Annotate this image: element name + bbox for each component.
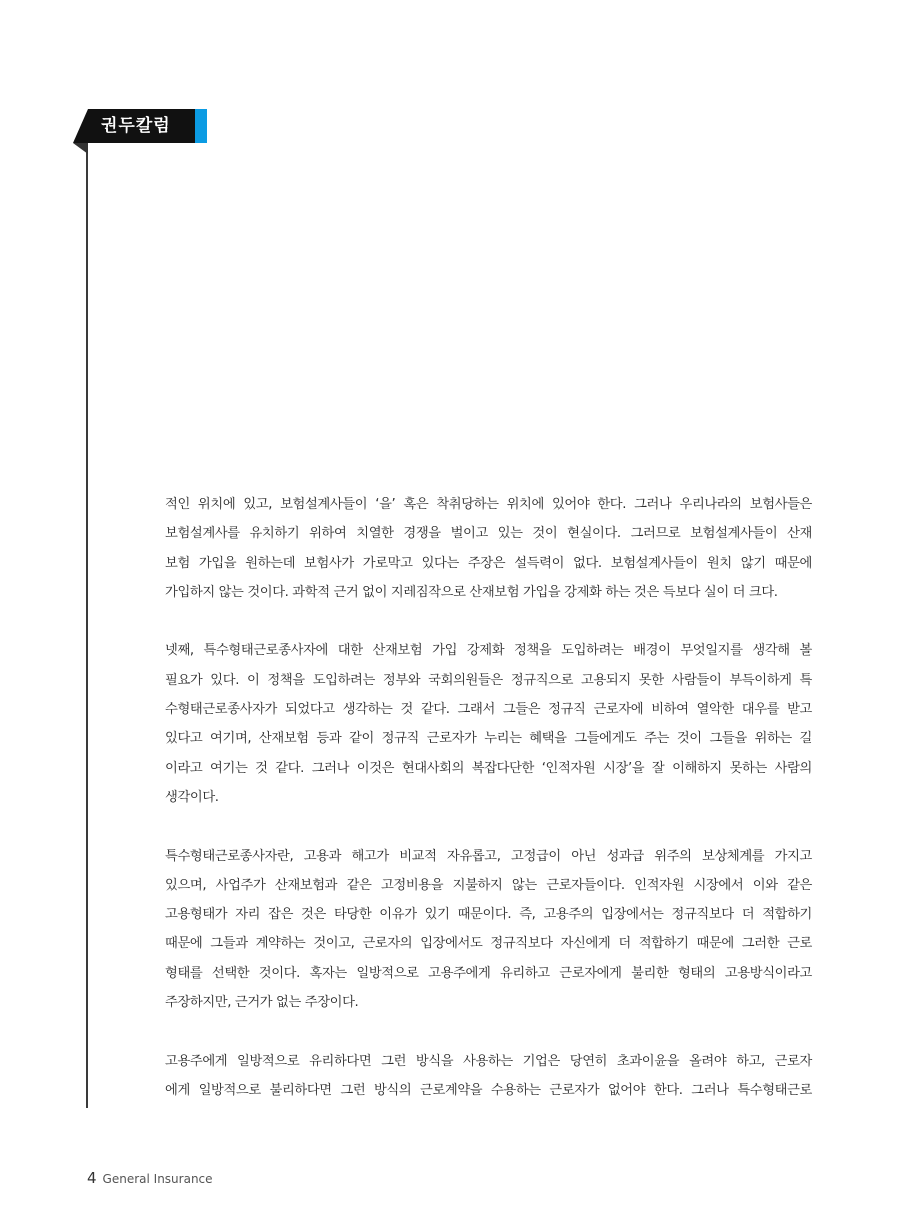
margin-rule: [86, 143, 88, 1108]
text-line: 생각이다.: [165, 789, 219, 805]
text-line: 주장하지만, 근거가 없는 주장이다.: [165, 995, 359, 1011]
text-line: 때문에 그들과 계약하는 것이고, 근로자의 입장에서도 정규직보다 자신에게 더 적합하기 때문에 그러한 근로: [165, 936, 812, 952]
text-line: 형태를 선택한 것이다. 혹자는 일방적으로 고용주에게 유리하고 근로자에게 불리한 형태의 고용방식이라고: [165, 965, 812, 981]
text-line: 가입하지 않는 것이다. 과학적 근거 없이 지레짐작으로 산재보험 가입을 강제화 하는 것은 득보다 실이 더 크다.: [165, 584, 778, 600]
text-line: 넷째, 특수형태근로종사자에 대한 산재보험 가입 강제화 정책을 도입하려는 배경이 무엇일지를 생각해 볼: [165, 643, 812, 659]
text-line: 이라고 여기는 것 같다. 그러나 이것은 현대사회의 복잡다단한 ‘인적자원 시장’을 잘 이해하지 못하는 사람의: [165, 760, 812, 776]
text-line: 보험설계사를 유치하기 위하여 치열한 경쟁을 벌이고 있는 것이 현실이다. 그러므로 보험설계사들이 산재: [165, 526, 812, 542]
text-line: 적인 위치에 있고, 보험설계사들이 ‘을’ 혹은 착취당하는 위치에 있어야 한다. 그러나 우리나라의 보험사들은: [165, 497, 812, 512]
text-line: 특수형태근로종사자란, 고용과 해고가 비교적 자유롭고, 고정급이 아닌 성과급 위주의 보상체계를 가지고: [165, 848, 812, 864]
text-line: 필요가 있다. 이 정책을 도입하려는 정부와 국회의원들은 정규직으로 고용되지 못한 사람들이 부득이하게 특: [165, 672, 812, 688]
paragraph: [165, 1047, 812, 1106]
article-body: [165, 490, 812, 1105]
text-line: 있으며, 사업주가 산재보험과 같은 고정비용을 지불하지 않는 근로자들이다. 인적자원 시장에서 이와 같은: [165, 877, 812, 893]
text-line: 고용형태가 자리 잡은 것은 타당한 이유가 있기 때문이다. 즉, 고용주의 입장에서는 정규직보다 더 적합하기: [165, 907, 812, 923]
text-line: 수형태근로종사자가 되었다고 생각하는 것 같다. 그래서 그들은 정규직 근로자에 비하여 열악한 대우를 받고: [165, 702, 812, 718]
column-label: 권두칼럼: [101, 116, 171, 136]
magazine-name: General Insurance: [102, 1172, 213, 1186]
text-line: 보험 가입을 원하는데 보험사가 가로막고 있다는 주장은 설득력이 없다. 보험설계사들이 원치 않기 때문에: [165, 555, 812, 571]
paragraph: [165, 636, 812, 812]
paragraph: [165, 842, 812, 1018]
text-line: 에게 일방적으로 불리하다면 그런 방식의 근로계약을 수용하는 근로자가 없어야 한다. 그러나 특수형태근로: [165, 1082, 812, 1098]
paragraph: [165, 490, 812, 607]
text-line: 있다고 여기며, 산재보험 등과 같이 정규직 근로자가 누리는 혜택을 그들에게도 주는 것이 그들을 위하는 길: [165, 731, 812, 747]
page-number: 4: [87, 1169, 97, 1187]
column-tag-accent: [195, 109, 207, 143]
page-footer: [87, 1169, 213, 1187]
text-line: 고용주에게 일방적으로 유리하다면 그런 방식을 사용하는 기업은 당연히 초과이윤을 올려야 하고, 근로자: [165, 1053, 812, 1069]
